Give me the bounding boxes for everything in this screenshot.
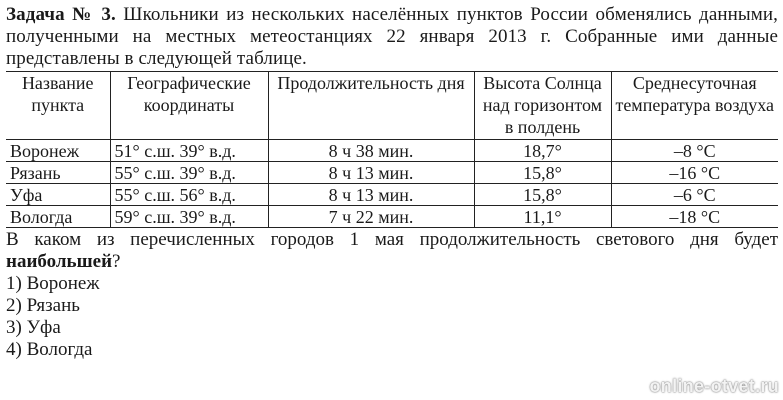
task-text: Школьники из нескольких населённых пунктов России обменялись данными, полученными на местных метеостанциях 22 января 2013 г. Собранные ими данные представлены в следующей таблице. <box>6 4 778 69</box>
cell-sun-altitude: 15,8° <box>474 162 611 184</box>
cell-day-length: 7 ч 22 мин. <box>268 206 474 228</box>
task-number: Задача № 3. <box>6 4 116 25</box>
answer-option-2: 2) Рязань <box>6 295 80 316</box>
header-coordinates: Географические координаты <box>110 72 268 140</box>
table-row <box>6 162 778 184</box>
cell-coordinates: 51° с.ш. 39° в.д. <box>110 140 268 162</box>
cell-temperature: –16 °С <box>611 162 778 184</box>
cell-coordinates: 55° с.ш. 56° в.д. <box>110 184 268 206</box>
task-page <box>6 4 778 361</box>
table-row <box>6 140 778 162</box>
question-mark: ? <box>112 251 121 272</box>
cell-place-name: Вологда <box>6 206 110 228</box>
cell-sun-altitude: 18,7° <box>474 140 611 162</box>
question-text <box>6 229 778 273</box>
table-row <box>6 206 778 228</box>
header-temperature: Среднесуточная температура воздуха <box>611 72 778 140</box>
cell-temperature: –8 °С <box>611 140 778 162</box>
cell-place-name: Воронеж <box>6 140 110 162</box>
question-body: В каком из перечисленных городов 1 мая продолжительность светового дня будет <box>6 229 778 250</box>
cell-sun-altitude: 15,8° <box>474 184 611 206</box>
answer-option-1: 1) Воронеж <box>6 273 100 294</box>
table-header-row <box>6 72 778 140</box>
table-row <box>6 184 778 206</box>
question-emphasis: наибольшей <box>6 251 113 272</box>
cell-day-length: 8 ч 38 мин. <box>268 140 474 162</box>
task-statement <box>6 4 778 70</box>
cell-place-name: Рязань <box>6 162 110 184</box>
header-sun-altitude: Высота Солнца над горизонтом в полдень <box>474 72 611 140</box>
cell-coordinates: 55° с.ш. 39° в.д. <box>110 162 268 184</box>
cell-coordinates: 59° с.ш. 39° в.д. <box>110 206 268 228</box>
header-day-length: Продолжительность дня <box>268 72 474 140</box>
answer-options <box>6 273 778 361</box>
cell-temperature: –18 °С <box>611 206 778 228</box>
cell-place-name: Уфа <box>6 184 110 206</box>
site-watermark: online-otvet.ru <box>649 376 779 396</box>
cell-day-length: 8 ч 13 мин. <box>268 162 474 184</box>
weather-data-table <box>6 71 778 228</box>
header-place-name: Название пункта <box>6 72 110 140</box>
cell-day-length: 8 ч 13 мин. <box>268 184 474 206</box>
answer-option-3: 3) Уфа <box>6 317 61 338</box>
answer-option-4: 4) Вологда <box>6 339 93 360</box>
cell-temperature: –6 °С <box>611 184 778 206</box>
cell-sun-altitude: 11,1° <box>474 206 611 228</box>
